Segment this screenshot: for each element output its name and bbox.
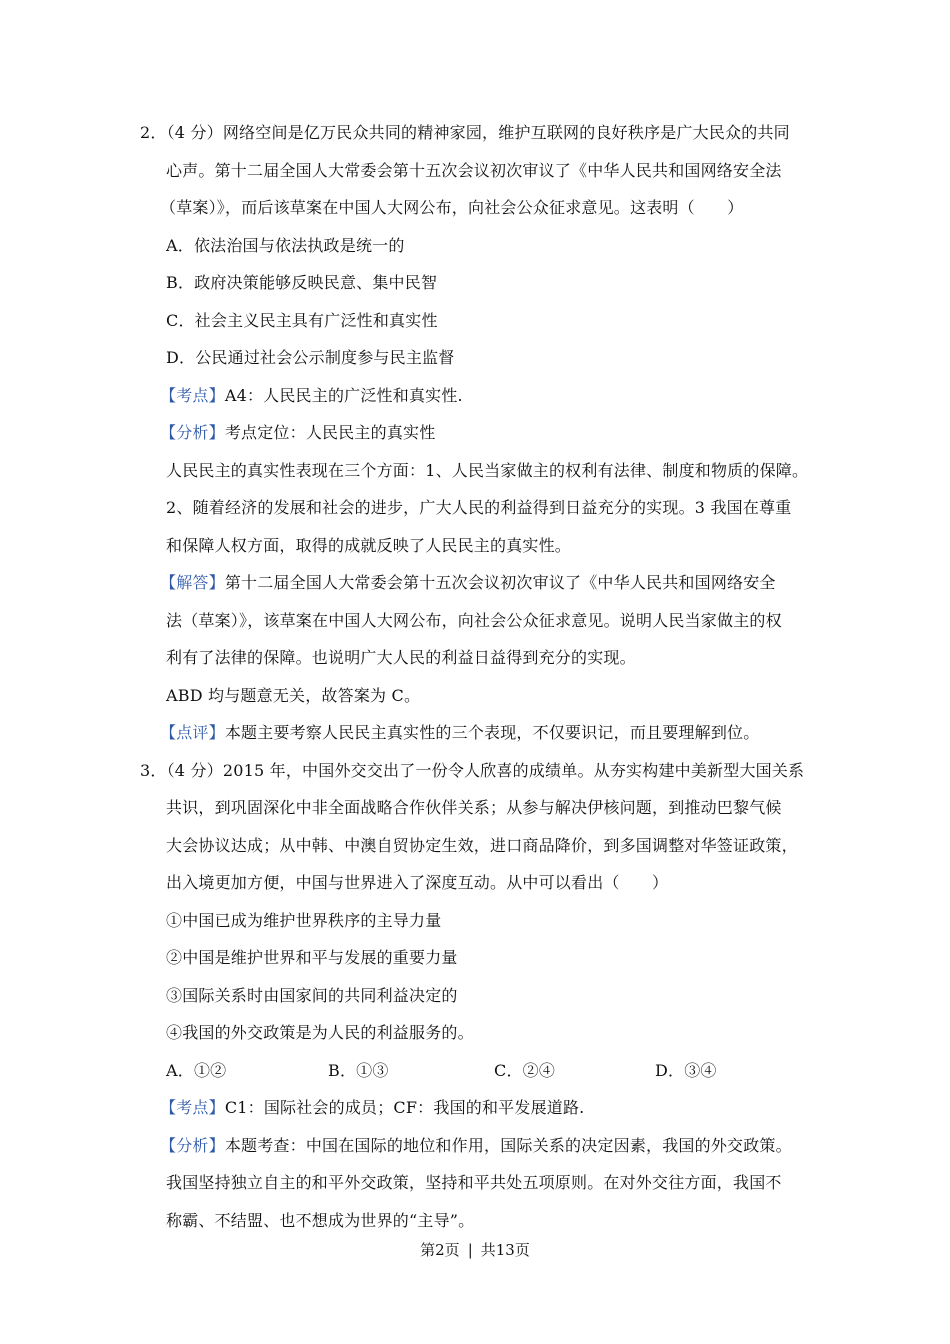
q3-option-d: D．③④ xyxy=(655,1061,717,1080)
q3-option-b: B．①③ xyxy=(328,1061,389,1080)
q2-stem-line: （草案）》，而后该草案在中国人大网公布，向社会公众征求意见。这表明（ ） xyxy=(160,198,744,217)
q2-option-c: C．社会主义民主具有广泛性和真实性 xyxy=(166,311,438,330)
q2-option-b: B．政府决策能够反映民意、集中民智 xyxy=(166,273,438,292)
q3-fenxi-line: 我国坚持独立自主的和平外交政策，坚持和平共处五项原则。在对外交往方面，我国不 xyxy=(166,1173,782,1192)
fenxi-text: 本题考查：中国在国际的地位和作用，国际关系的决定因素，我国的外交政策。 xyxy=(224,1136,792,1155)
page-total: 共13页 xyxy=(480,1241,530,1259)
q3-option-c: C．②④ xyxy=(494,1061,556,1080)
q2-option-d: D．公民通过社会公示制度参与民主监督 xyxy=(166,348,455,367)
q3-fenxi-line: 称霸、不结盟、也不想成为世界的“主导”。 xyxy=(166,1211,475,1230)
fenxi-text: 考点定位：人民民主的真实性 xyxy=(224,423,436,442)
q3-stem-line: 大会协议达成；从中韩、中澳自贸协定生效，进口商品降价，到多国调整对华签证政策， xyxy=(166,836,798,855)
fenxi-tag: 【分析】 xyxy=(160,423,225,442)
q2-fenxi-line: 人民民主的真实性表现在三个方面：1、人民当家做主的权利有法律、制度和物质的保障。 xyxy=(166,461,809,480)
q2-fenxi xyxy=(160,423,435,443)
q2-fenxi-line: 和保障人权方面，取得的成就反映了人民民主的真实性。 xyxy=(166,536,572,555)
q2-option-a: A．依法治国与依法执政是统一的 xyxy=(166,236,405,255)
q2-kaodian xyxy=(160,386,463,406)
q3-stem-line: 出入境更加方便，中国与世界进入了深度互动。从中可以看出（ ） xyxy=(166,873,669,892)
page-footer xyxy=(0,1240,950,1260)
q3-statement-4: ④我国的外交政策是为人民的利益服务的。 xyxy=(166,1023,474,1042)
q3-stem-line: 3．（4 分）2015 年，中国外交交出了一份令人欣喜的成绩单。从夯实构建中美新型大国关系 xyxy=(140,761,805,780)
footer-separator: | xyxy=(467,1241,473,1259)
q3-statement-2: ②中国是维护世界和平与发展的重要力量 xyxy=(166,948,458,967)
q3-statement-1: ①中国已成为维护世界秩序的主导力量 xyxy=(166,911,442,930)
q2-stem-line: 2．（4 分）网络空间是亿万民众共同的精神家园，维护互联网的良好秩序是广大民众的共同 xyxy=(140,123,790,142)
q2-stem-line: 心声。第十二届全国人大常委会第十五次会议初次审议了《中华人民共和国网络安全法 xyxy=(166,161,782,180)
dianping-tag: 【点评】 xyxy=(160,723,225,742)
q2-jieda-line: 利有了法律的保障。也说明广大人民的利益日益得到充分的实现。 xyxy=(166,648,636,667)
kaodian-tag: 【考点】 xyxy=(160,386,225,405)
q2-jieda-line: ABD 均与题意无关，故答案为 C。 xyxy=(166,686,421,705)
q3-fenxi xyxy=(160,1136,792,1156)
jieda-text: 第十二届全国人大常委会第十五次会议初次审议了《中华人民共和国网络安全 xyxy=(224,573,776,592)
q2-dianping xyxy=(160,723,759,743)
kaodian-text: C1：国际社会的成员；CF：我国的和平发展道路. xyxy=(224,1098,585,1117)
page-number: 第2页 xyxy=(420,1241,460,1259)
kaodian-tag: 【考点】 xyxy=(160,1098,225,1117)
dianping-text: 本题主要考察人民民主真实性的三个表现，不仅要识记，而且要理解到位。 xyxy=(224,723,760,742)
q2-jieda xyxy=(160,573,776,593)
q3-statement-3: ③国际关系时由国家间的共同利益决定的 xyxy=(166,986,458,1005)
q3-stem-line: 共识，到巩固深化中非全面战略合作伙伴关系；从参与解决伊核问题，到推动巴黎气候 xyxy=(166,798,782,817)
q3-kaodian xyxy=(160,1098,584,1118)
q3-option-a: A．①② xyxy=(166,1061,227,1080)
fenxi-tag: 【分析】 xyxy=(160,1136,225,1155)
kaodian-text: A4：人民民主的广泛性和真实性. xyxy=(224,386,463,405)
q2-jieda-line: 法（草案）》，该草案在中国人大网公布，向社会公众征求意见。说明人民当家做主的权 xyxy=(166,611,782,630)
q2-fenxi-line: 2、随着经济的发展和社会的进步，广大人民的利益得到日益充分的实现。3 我国在尊重 xyxy=(166,498,792,517)
jieda-tag: 【解答】 xyxy=(160,573,225,592)
